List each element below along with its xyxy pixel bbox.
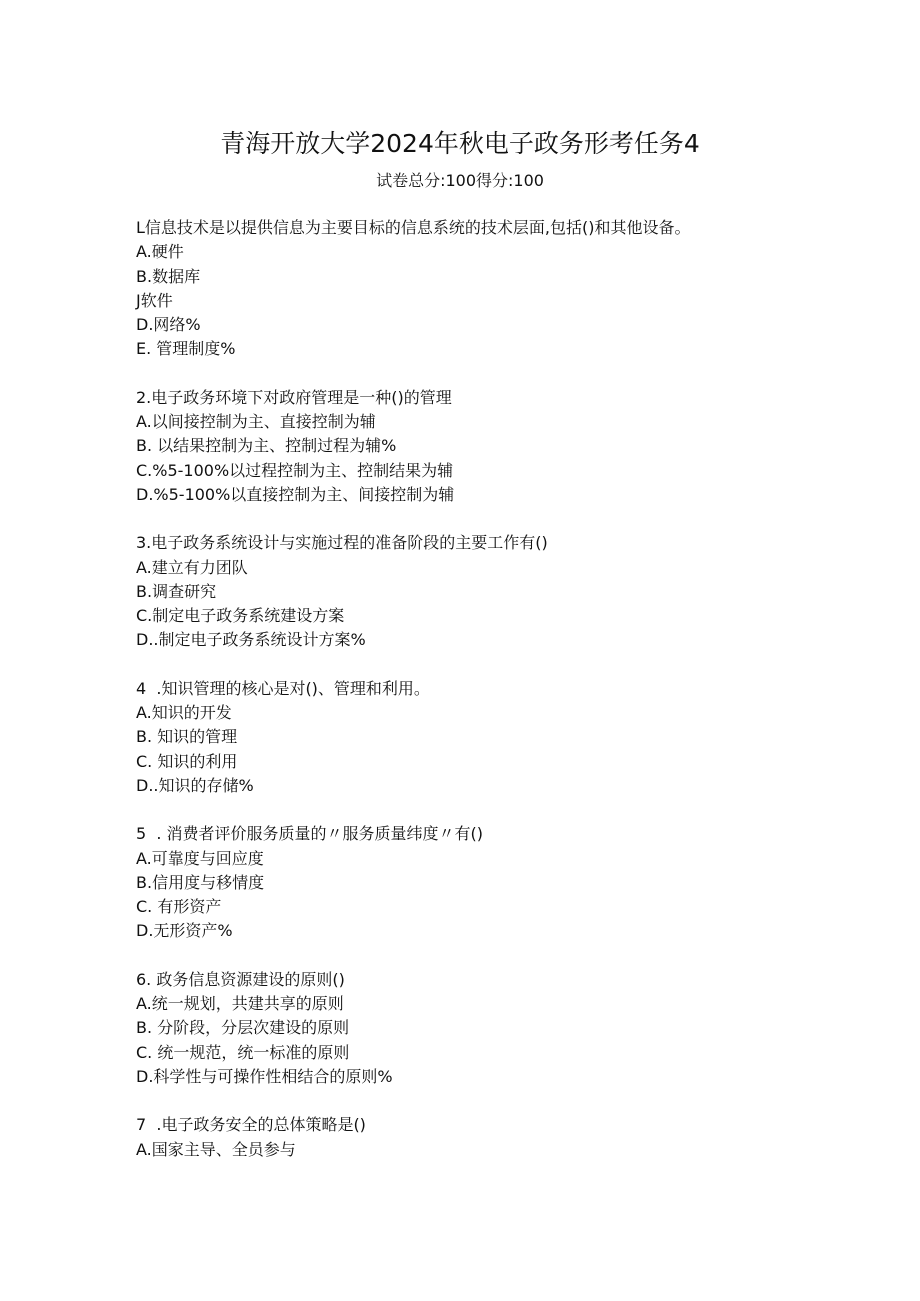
question-2 — [136, 386, 776, 507]
question-stem: L信息技术是以提供信息为主要目标的信息系统的技术层面,包括()和其他设备。 — [136, 218, 691, 237]
question-stem: 7 .电子政务安全的总体策略是() — [136, 1115, 366, 1135]
option-c: J软件 — [136, 290, 173, 310]
option-e: E. 管理制度% — [136, 339, 236, 359]
question-7 — [136, 1113, 776, 1162]
option-c: C.制定电子政务系统建设方案 — [136, 606, 345, 626]
option-b: B. 分阶段，分层次建设的原则 — [136, 1018, 350, 1038]
option-d: D.网络% — [136, 315, 201, 335]
question-stem: 3.电子政务系统设计与实施过程的准备阶段的主要工作有() — [136, 533, 548, 553]
option-b: B. 知识的管理 — [136, 727, 238, 747]
option-b: B.调查研究 — [136, 581, 217, 601]
question-stem: 2.电子政务环境下对政府管理是一种()的管理 — [136, 387, 452, 407]
option-a: A.建立有力团队 — [136, 557, 248, 577]
question-stem: 5 . 消费者评价服务质量的〃服务质量纬度〃有() — [136, 824, 484, 844]
option-a: A.知识的开发 — [136, 703, 232, 723]
option-c: C. 有形资产 — [136, 897, 222, 917]
option-a: A.可靠度与回应度 — [136, 848, 264, 868]
question-list — [136, 216, 776, 1186]
option-a: A.国家主导、全员参与 — [136, 1139, 296, 1159]
question-1 — [136, 216, 776, 362]
question-5 — [136, 822, 776, 943]
document-title: 青海开放大学2024年秋电子政务形考任务4 — [220, 129, 700, 158]
option-c: C.%5-100%以过程控制为主、控制结果为辅 — [136, 460, 454, 480]
option-c: C. 知识的利用 — [136, 751, 238, 771]
question-stem: 6. 政务信息资源建设的原则() — [136, 969, 345, 989]
option-d: D.无形资产% — [136, 921, 233, 941]
option-a: A.以间接控制为主、直接控制为辅 — [136, 412, 376, 432]
option-b: B. 以结果控制为主、控制过程为辅% — [136, 436, 397, 456]
option-a: A.统一规划，共建共享的原则 — [136, 994, 344, 1014]
option-b: B.信用度与移情度 — [136, 872, 265, 892]
question-6 — [136, 968, 776, 1089]
option-b: B.数据库 — [136, 266, 201, 286]
question-3 — [136, 531, 776, 652]
option-d: D..制定电子政务系统设计方案% — [136, 630, 366, 650]
document-subtitle: 试卷总分:100得分:100 — [376, 171, 544, 190]
option-d: D.%5-100%以直接控制为主、间接控制为辅 — [136, 484, 455, 504]
question-stem: 4 .知识管理的核心是对()、管理和利用。 — [136, 678, 430, 698]
option-c: C. 统一规范，统一标准的原则 — [136, 1042, 350, 1062]
option-d: D..知识的存储% — [136, 775, 254, 795]
option-a: A.硬件 — [136, 242, 184, 262]
option-d: D.科学性与可操作性相结合的原则% — [136, 1066, 393, 1086]
question-4 — [136, 677, 776, 798]
